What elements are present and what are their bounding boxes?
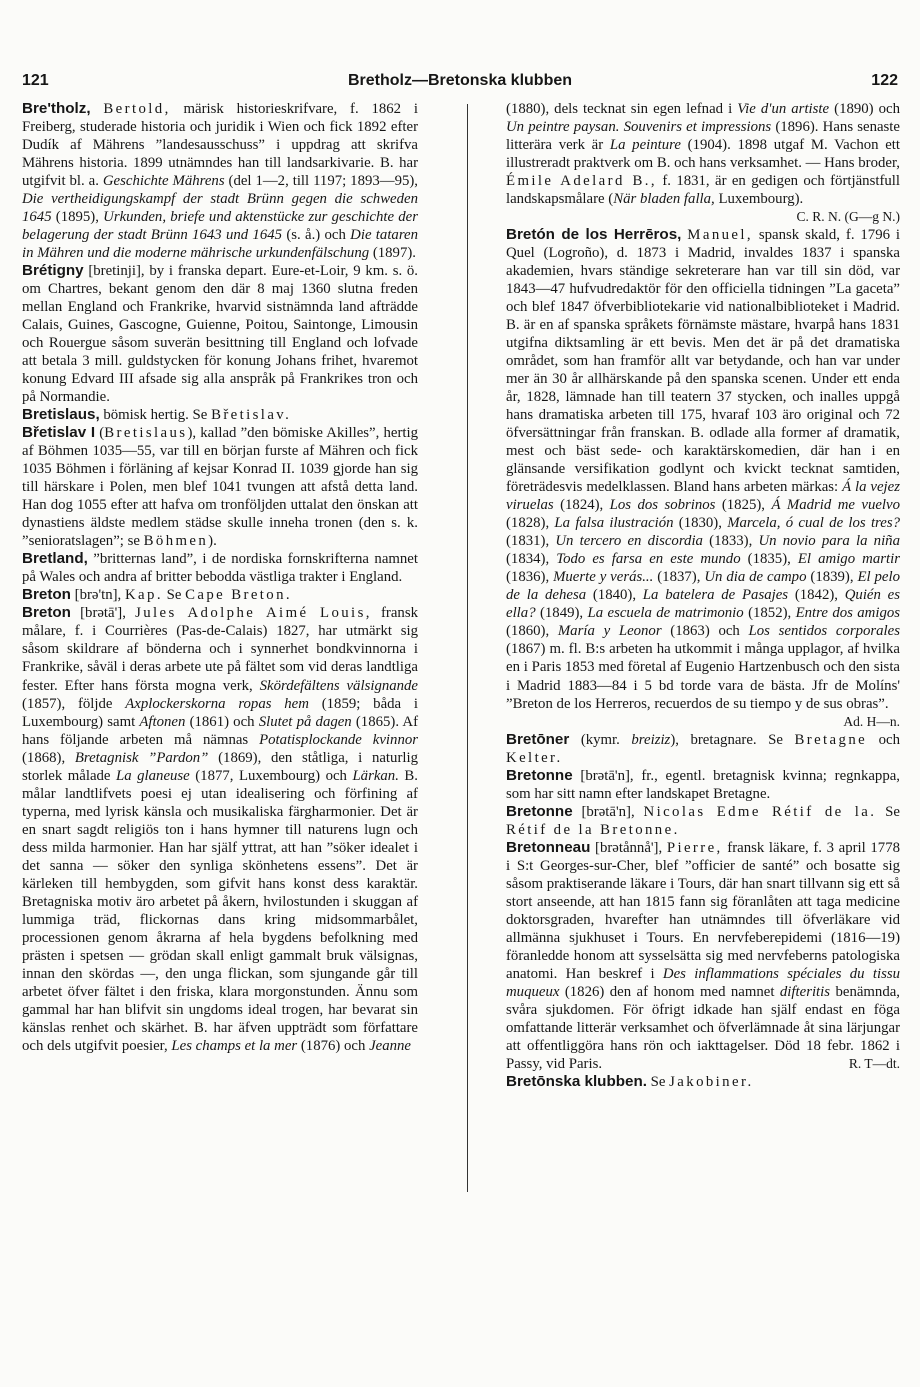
headword: Brétigny xyxy=(22,262,84,280)
entry-bretonneau: Bretonneau [brətånnå'], Pierre, fransk läkare, f. 3 april 1778 i S:t Georges-sur-Cher, blef ”officier de santé” och bosatte sig såsom praktiserande läkare i Tours, där han snart tillvann sig ett så stort anseende, att han 1815 fann sig föranlåten att taga medicine doktorsgraden, hvarefter han utnämndes till öfverläkare vid allmänna sjukhuset i Tours. En nervfeberepidemi (1816—19) föranledde honom att sysselsätta sig med nervfeberns patologiska anatomi. Han beskref i Des inflammations spéciales du tissu muqueux (1826) den af honom med namnet difteritis benämnda, svåra sjukdomen. För öfrigt idkade han själf endast en föga omfattande litterär verksamhet och öfverlämnade åt sina lärjungar att offentliggöra hans rön och iakttagelser. Död 18 febr. 1862 i Passy, vid Paris. R. T—dt. xyxy=(506,838,900,1072)
author-signature: R. T—dt. xyxy=(848,1055,900,1071)
entry-bretonne-retif: Bretonne [brətā'n], Nicolas Edme Rétif de la. Se Rétif de la Bretonne. xyxy=(506,802,900,838)
entry-bretonska-klubben: Bretōnska klubben. Se Jakobiner. xyxy=(506,1072,754,1090)
left-column xyxy=(22,100,418,1055)
headword: Bretón de los Herrēros, xyxy=(506,226,682,244)
headword: Breton xyxy=(22,586,71,604)
running-header xyxy=(22,70,898,92)
entry-bretland: Bretland, ”britternas land”, i de nordiska fornskrifterna namnet på Wales och andra af britter bebodda västliga trakter i England. xyxy=(22,550,418,586)
entry-bretislav-i: Břetislav I (Bretislaus), kallad ”den bömiske Akilles”, hertig af Böhmen 1035—55, var till en början furste af Mähren och fick 1035 Böhmen i förläning af kejsar Konrad II. 1039 gjorde han sig till härskare i Polen, men blef 1041 tvungen att afstå detta land. Han dog 1055 efter att hafva om tronföljden uttalat den önskan att dynastiens äldste medlem städse skulle inneha tronen (den s. k. ”senioratslagen”; se Böhmen). xyxy=(22,424,418,550)
headword: Břetislav I xyxy=(22,424,96,442)
header-title: Bretholz—Bretonska klubben xyxy=(347,72,573,89)
left-page-number: 121 xyxy=(22,72,49,89)
right-page-number: 122 xyxy=(871,72,898,89)
headword: Bretonne xyxy=(506,802,573,820)
column-divider xyxy=(467,104,468,1192)
author-signature: Ad. H—n. xyxy=(843,713,900,729)
headword: Bretislaus, xyxy=(22,406,100,424)
headword: Bre'tholz, xyxy=(22,100,91,117)
entry-breton-kap: Breton [brə'tn], Kap. Se Cape Breton. xyxy=(22,586,292,604)
entry-bretonne-cloak: Bretonne [brətā'n], fr., egentl. bretagnisk kvinna; regnkappa, som har sitt namn efter landskapet Bretagne. xyxy=(506,766,900,802)
author-signature: C. R. N. (G—g N.) xyxy=(796,209,900,225)
headword: Bretonneau xyxy=(506,838,591,856)
entry-breton-jules-continued: (1880), dels tecknat sin egen lefnad i Vie d'un artiste (1890) och Un peintre paysan. Souvenirs et impressions (1896). Hans senaste litterära verk är La peinture (1904). 1898 utgaf M. Vachon ett illustreradt praktverk om B. och hans verksamhet. — Hans broder, Émile Adelard B., f. 1831, är en gedigen och förtjänstfull landskapsmålare (När bladen falla, Luxembourg). C. R. N. (G—g N.) xyxy=(506,100,900,208)
entry-bretislaus: Bretislaus, bömisk hertig. Se Břetislav. xyxy=(22,406,292,424)
entry-breton-de-los-herreros: Bretón de los Herrēros, Manuel, spansk skald, f. 1796 i Quel (Logroño), d. 1873 i Madrid, invaldes 1837 i spanska akademien, hvars ständige sekreterare han var till sin död, var 1843—47 hufvudredaktör för den officiella tidningen ”La gaceta” och blef 1847 öfverbibliotekarie vid nationalbiblioteket i Madrid. B. är en af spanska språkets förnämste mästare, hvarpå hans 1831 utgifna diktsamling är ett bevis. Men det är på det dramatiska området, som han framför allt var betydande, och han var under mer än 30 år allhärskande på den spanska scenen. Under ett enda år, 1828, lämnade han till teatern 37 stycken, och inalles uppgå hans dramatiska arbeten till 175, hvaraf 103 äro original och 72 öfversättningar från franskan. B. odlade alla former af dramatik, mest och bäst sede- och karaktärskomedien, där han i en glänsande versifikation godlynt och kvickt tecknat samtiden, företrädesvis medelklassen. Bland hans arbeten märkas: Á la vejez viruelas (1824), Los dos sobrinos (1825), Á Madrid me vuelvo (1828), La falsa ilustración (1830), Marcela, ó cual de los tres? (1831), Un tercero en discordia (1833), Un novio para la niña (1834), Todo es farsa en este mundo (1835), El amigo martir (1836), Muerte y verás... (1837), Un dia de campo (1839), El pelo de la dehesa (1840), La batelera de Pasajes (1842), Quién es ella? (1849), La escuela de matrimonio (1852), Entre dos amigos (1860), María y Leonor (1863) och Los sentidos corporales (1867) m. fl. B:s arbeten ha utkommit i många upplagor, af hvilka en i Paris 1853 med företal af Eugenio Hartzenbusch och den sista i Madrid 1883—84 i 5 bd torde vara de bästa. Jfr de Molíns' ”Breton de los Herreros, recuerdos de su tiempo y de sus obras”. Ad. H—n. xyxy=(506,226,900,712)
entry-bretoner: Bretōner (kymr. breiziz), bretagnare. Se Bretagne och Kelter. xyxy=(506,730,900,766)
entry-breton-jules: Breton [brətā'], Jules Adolphe Aimé Louis, fransk målare, f. i Courrières (Pas-de-Calais) 1827, har utmärkt sig såsom skildrare af bönderna och i synnerhet bondkvinnorna i Frankrike, såväl i deras arbete ute på fältet som vid deras landtliga fester. Efter hans första mogna verk, Skördefältens välsignande (1857), följde Axplockerskorna ropas hem (1859; båda i Luxembourg) samt Aftonen (1861) och Slutet på dagen (1865). Af hans följande arbeten må nämnas Potatisplockande kvinnor (1868), Bretagnisk ”Pardon” (1869), den ståtliga, i naturlig storlek målade La glaneuse (1877, Luxembourg) och Lärkan. B. målar landtlifvets poesi ej utan idealisering och förfining af typerna, med lyrisk känsla och musikaliska färgharmonier. Det är en snart sagdt religiös ton i hans hymner till naturens lugn och dess milda harmonier. Han har själf yttrat, att han ”söker idealet i det sanna — söker den synliga skönhetens essens”. Det är kärleken till hembygden, som gifvit hans konst dess karaktär. Bretagniska motiv äro arbetet på åkern, hvilostunden i skuggan af lummiga träd, flickornas dans kring midsommarbålet, processionen genom åkrarna af hela bygdens befolkning med prästen i spetsen — grödan skall enligt gammalt bruk välsignas, innan den skördas —, den unga flickan, som sjungande går till arbetet öfver fältet i den friska, klara morgonstunden. Ännu som gammal har han blifvit sin ungdoms ideal trogen, har bevarat sin känslas renhet och skärhet. B. har äfven uppträdt som författare och dels utgifvit poesier, Les champs et la mer (1876) och Jeanne xyxy=(22,604,419,1054)
right-column xyxy=(506,100,900,1091)
headword: Breton xyxy=(22,604,71,622)
entry-bretigny: Brétigny [bretinji], by i franska depart. Eure-et-Loir, 9 km. s. ö. om Chartres, bekant genom den där 8 maj 1360 slutna freden mellan England och Frankrike, hvarvid sistnämnda land afträdde Calais, Guines, Gascogne, Guienne, Poitou, Saintonge, Limousin och Rouergue såsom suverän besittning till England och lofvade att betala 3 mill. guldstycken för konung Johans frihet, hvaremot konung Edvard III afsade sig alla anspråk på Frankrikes tron och på Normandie. xyxy=(22,262,418,406)
headword: Bretonne xyxy=(506,766,573,784)
headword: Bretōner xyxy=(506,730,570,748)
headword: Bretōnska klubben. xyxy=(506,1072,647,1090)
headword: Bretland, xyxy=(22,550,88,568)
entry-bretholz: Bre'tholz, Bertold, märisk historieskrifvare, f. 1862 i Freiberg, studerade historia och juridik i Wien och fick 1892 efter Dudík af Mährens ”landesausschuss” i uppdrag att skrifva Mährens historia. 1899 utnämndes han till landsarkivarie. B. har utgifvit bl. a. Geschichte Mährens (del 1—2, till 1197; 1893—95), Die vertheidigungskampf der stadt Brünn gegen die schweden 1645 (1895), Urkunden, briefe und aktenstücke zur geschichte der belagerung der stadt Brünn 1643 und 1645 (s. å.) och Die tataren in Mähren und die moderne mährische urkundenfälschung (1897). xyxy=(22,100,419,262)
